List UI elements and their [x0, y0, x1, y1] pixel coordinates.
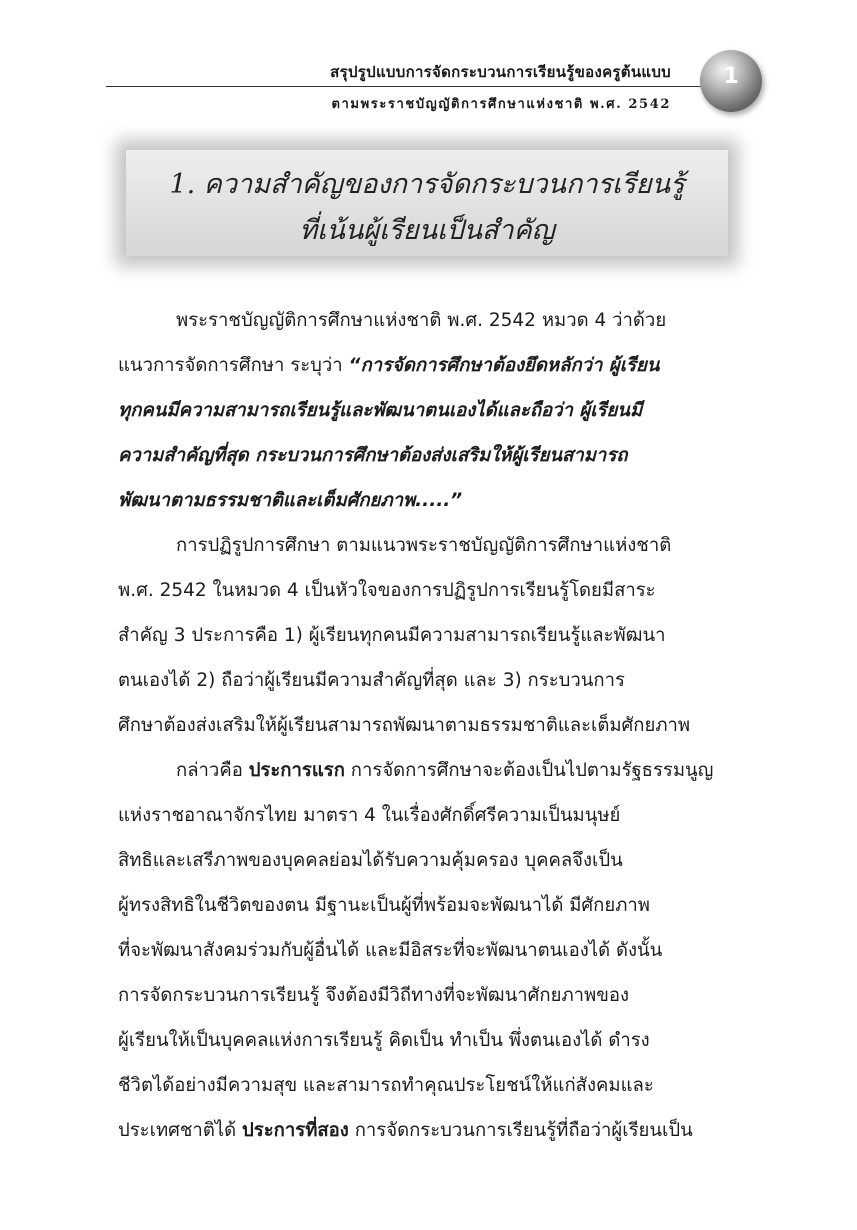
quoted-text-segment: ความสำคัญที่สุด กระบวนการศึกษาต้องส่งเสริมให้ผู้เรียนสามารถ: [118, 445, 628, 466]
quoted-text-segment: ทุกคนมีความสามารถเรียนรู้และพัฒนาตนเองได้และถือว่า ผู้เรียนมี: [118, 400, 643, 421]
body-text-segment: ผู้เรียนให้เป็นบุคคลแห่งการเรียนรู้ คิดเป็น ทำเป็น พึ่งตนเองได้ ดำรง: [118, 1030, 650, 1051]
body-text-segment: ประเทศชาติได้: [118, 1120, 243, 1141]
section-title-line-2: ที่เน้นผู้เรียนเป็นสำคัญ: [299, 215, 555, 246]
quoted-text-segment: พัฒนาตามธรรมชาติและเต็มศักยภาพ.....”: [118, 490, 463, 511]
body-line: [118, 793, 740, 838]
body-text-segment: ศึกษาต้องส่งเสริมให้ผู้เรียนสามารถพัฒนาตามธรรมชาติและเต็มศักยภาพ: [118, 715, 691, 736]
body-line: [118, 478, 740, 523]
section-title-box: [126, 150, 728, 256]
body-text-segment: สำคัญ 3 ประการคือ 1) ผู้เรียนทุกคนมีความสามารถเรียนรู้และพัฒนา: [118, 625, 666, 646]
body-text-segment: ตนเองได้ 2) ถือว่าผู้เรียนมีความสำคัญที่สุด และ 3) กระบวนการ: [118, 670, 625, 691]
body-text-segment: ผู้ทรงสิทธิในชีวิตของตน มีฐานะเป็นผู้ที่พร้อมจะพัฒนาได้ มีศักยภาพ: [118, 895, 650, 916]
body-text-segment: การจัดกระบวนการเรียนรู้ จึงต้องมีวิถีทางที่จะพัฒนาศักยภาพของ: [118, 985, 630, 1006]
body-line: [118, 1018, 740, 1063]
header-title-line-2: ตามพระราชบัญญัติการศึกษาแห่งชาติ พ.ศ. 2542: [331, 97, 671, 112]
page-number: 1: [723, 64, 739, 89]
body-line: [118, 433, 740, 478]
body-text-segment: แห่งราชอาณาจักรไทย มาตรา 4 ในเรื่องศักดิ์ศรีความเป็นมนุษย์: [118, 805, 621, 826]
body-line: [118, 883, 740, 928]
body-text-segment: สิทธิและเสรีภาพของบุคคลย่อมได้รับความคุ้มครอง บุคคลจึงเป็น: [118, 850, 623, 871]
body-text-segment: การปฏิรูปการศึกษา ตามแนวพระราชบัญญัติการศึกษาแห่งชาติ: [176, 535, 672, 556]
body-text-segment: แนวการจัดการศึกษา ระบุว่า: [118, 355, 349, 376]
body-line: [118, 298, 740, 343]
quoted-text-segment: “การจัดการศึกษาต้องยึดหลักว่า ผู้เรียน: [348, 355, 660, 376]
body-text-segment: การจัดกระบวนการเรียนรู้ที่ถือว่าผู้เรียนเป็น: [348, 1120, 693, 1141]
body-text-segment: พ.ศ. 2542 ในหมวด 4 เป็นหัวใจของการปฏิรูปการเรียนรู้โดยมีสาระ: [118, 580, 656, 601]
body-text-segment: ชีวิตได้อย่างมีความสุข และสามารถทำคุณประโยชน์ให้แก่สังคมและ: [118, 1075, 654, 1096]
page-number-badge: [700, 50, 762, 112]
body-line: [118, 928, 740, 973]
body-line: [118, 838, 740, 883]
body-text-segment: กล่าวคือ: [176, 760, 249, 781]
body-line: [118, 1108, 740, 1153]
body-line: [118, 1063, 740, 1108]
body-text-segment: ที่จะพัฒนาสังคมร่วมกับผู้อื่นได้ และมีอิสระที่จะพัฒนาตนเองได้ ดังนั้น: [118, 940, 663, 961]
header-rule: [106, 86, 714, 87]
body-text-segment: พระราชบัญญัติการศึกษาแห่งชาติ พ.ศ. 2542 หมวด 4 ว่าด้วย: [176, 310, 667, 331]
body-text-segment: การจัดการศึกษาจะต้องเป็นไปตามรัฐธรรมนูญ: [344, 760, 714, 781]
running-header: [0, 0, 857, 130]
body-line: [118, 658, 740, 703]
body-line: [118, 568, 740, 613]
body-line: [118, 523, 740, 568]
body-line: [118, 343, 740, 388]
body-line: [118, 748, 740, 793]
header-title-line-1: สรุปรูปแบบการจัดกระบวนการเรียนรู้ของครูต้นแบบ: [330, 63, 671, 81]
emphasis-text-segment: ประการที่สอง: [242, 1120, 349, 1141]
body-text: [118, 298, 740, 1153]
body-line: [118, 613, 740, 658]
emphasis-text-segment: ประการแรก: [248, 760, 345, 781]
section-title-line-1: 1. ความสำคัญของการจัดกระบวนการเรียนรู้: [169, 169, 685, 200]
body-line: [118, 388, 740, 433]
body-line: [118, 703, 740, 748]
body-line: [118, 973, 740, 1018]
